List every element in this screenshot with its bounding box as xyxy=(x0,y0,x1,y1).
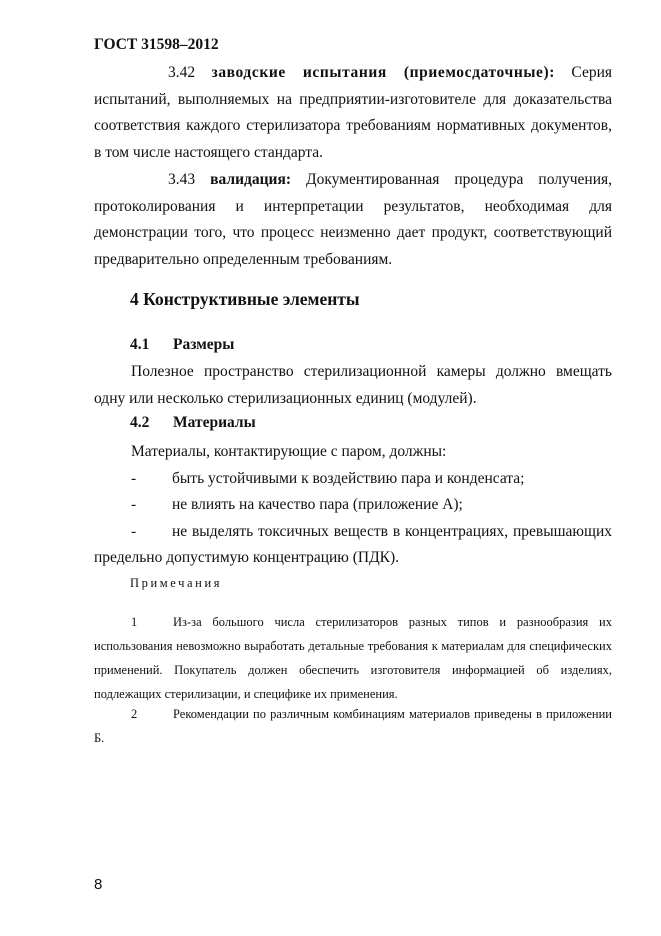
note-text: Из-за большого числа стерилизаторов разных типов и разнообразия их использования невозможно выработать детальные требования к материалам для специфических применений. Покупатель должен обеспечить изготовителя информацией об изделиях, подлежащих стерилизации, и специфике их применения. xyxy=(94,615,612,701)
document-header: ГОСТ 31598–2012 xyxy=(94,36,219,53)
subsection-number: 4.2 xyxy=(130,414,150,431)
subsection-number: 4.1 xyxy=(130,336,150,353)
list-item-text: не влиять на качество пара (приложение А); xyxy=(172,496,463,513)
list-dash: - xyxy=(131,470,137,487)
section-title: 4 Конструктивные элементы xyxy=(130,289,360,309)
list-item-continuation: предельно допустимую концентрацию (ПДК). xyxy=(94,549,400,566)
subsection-title: Материалы xyxy=(173,414,256,431)
note-text: Рекомендации по различным комбинациям материалов приведены в приложении Б. xyxy=(94,707,612,745)
definition-text: Документированная процедура получения, протоколирования и интерпретации результатов, необходимая для демонстрации того, что процесс неизменно дает продукт, соответствующий предварительно определенным требованиям. xyxy=(94,171,613,268)
note-number: 1 xyxy=(131,615,138,629)
definition-number: 3.42 xyxy=(168,64,196,81)
subsection-4-1-text: Полезное пространство стерилизационной камеры должно вмещать одну или несколько стерилизационных единиц (модулей). xyxy=(94,363,612,407)
list-dash: - xyxy=(131,496,137,513)
definition-text: Серия испытаний, выполняемых на предприятии-изготовителе для доказательства соответствия каждого стерилизатора требованиям нормативных документов, в том числе настоящего стандарта. xyxy=(94,64,613,161)
definition-3-42 xyxy=(94,60,612,166)
list-item-text: быть устойчивыми к воздействию пара и конденсата; xyxy=(172,470,525,487)
list-item-text: не выделять токсичных веществ в концентрациях, превышающих xyxy=(172,523,612,540)
definition-3-43 xyxy=(94,167,612,273)
note-1 xyxy=(94,610,612,706)
list-dash: - xyxy=(131,523,137,540)
definition-term: валидация: xyxy=(210,171,292,188)
subsection-heading-4-2 xyxy=(130,414,256,432)
notes-title: Примечания xyxy=(130,576,223,590)
note-number: 2 xyxy=(131,707,138,721)
definition-term: заводские испытания (приемосдаточные): xyxy=(211,64,556,81)
definition-number: 3.43 xyxy=(168,171,196,188)
subsection-heading-4-1 xyxy=(130,336,234,354)
subsection-title: Размеры xyxy=(173,336,235,353)
note-2 xyxy=(94,702,612,750)
subsection-4-2-intro: Материалы, контактирующие с паром, должны: xyxy=(131,443,447,460)
page-number: 8 xyxy=(94,876,103,893)
